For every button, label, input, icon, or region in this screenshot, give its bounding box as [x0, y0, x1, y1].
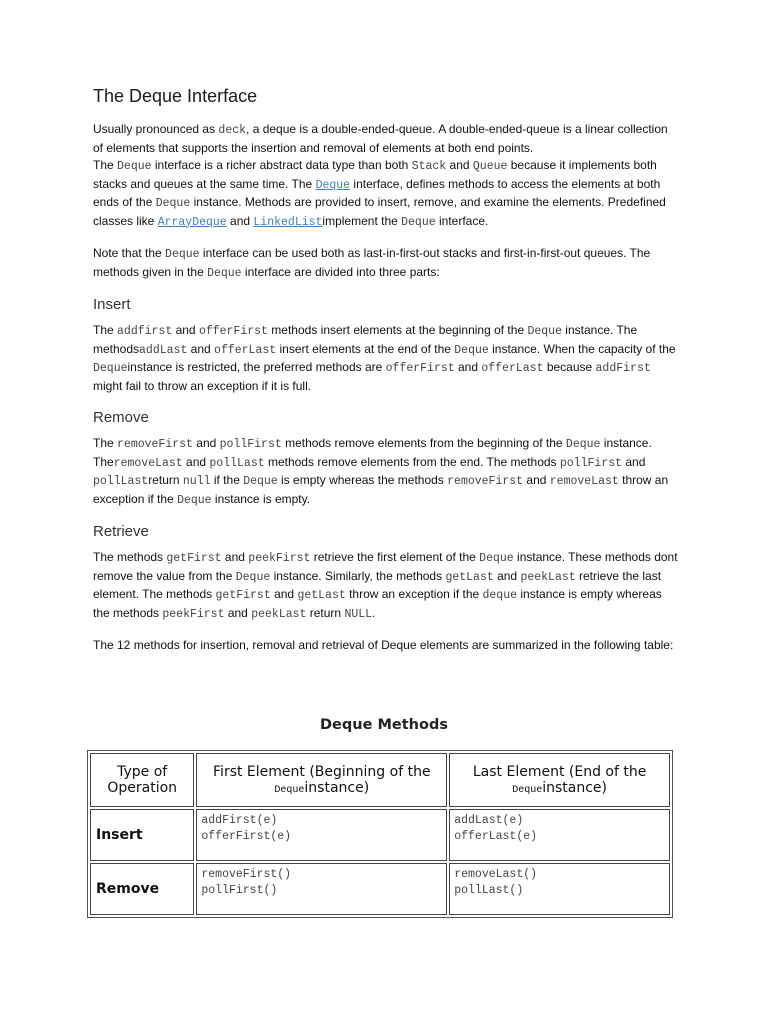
- text: .: [372, 605, 376, 620]
- code: Deque: [274, 785, 305, 796]
- text: throw an exception if the: [345, 587, 483, 601]
- text: instance): [542, 780, 607, 796]
- insert-heading: Insert: [93, 296, 131, 313]
- text: The: [93, 436, 118, 450]
- summary-paragraph: The 12 methods for insertion, removal and retrieval of Deque elements are summarized in the following table:: [93, 638, 674, 652]
- linkedlist-link[interactable]: LinkedList: [253, 215, 323, 229]
- text: and: [226, 213, 254, 228]
- method-addfirst: addFirst(e): [201, 814, 278, 827]
- code: pollLast: [93, 475, 149, 488]
- text: instance. Similarly, the methods: [270, 568, 446, 583]
- text: interface can be used both as last-in-first-out stacks and first-in-first-out queues. The methods given in the: [93, 246, 651, 279]
- remove-heading: Remove: [93, 409, 149, 426]
- arraydeque-link[interactable]: ArrayDeque: [157, 215, 227, 229]
- code: deque: [482, 589, 518, 602]
- code: Deque: [177, 493, 212, 507]
- deque-link[interactable]: Deque: [315, 178, 351, 192]
- code: Deque: [565, 438, 601, 451]
- text: interface, defines methods to access the elements at both ends of the: [93, 176, 661, 209]
- text: interface.: [435, 213, 489, 228]
- intro-paragraph-3: [93, 245, 678, 282]
- code: addLast: [139, 343, 188, 357]
- table-row: [90, 809, 670, 861]
- text: Usually pronounced as: [93, 122, 219, 136]
- table-row: [90, 863, 670, 915]
- text: retrieve the last element. The methods: [93, 568, 662, 601]
- text: retrieve the first element of the: [310, 550, 480, 564]
- method-addlast: addLast(e): [454, 814, 524, 827]
- code: Deque: [243, 475, 278, 488]
- code: removeLast: [113, 456, 183, 470]
- code: null: [182, 475, 211, 488]
- text: might fail to throw an exception if it is full.: [93, 378, 312, 393]
- text: instance): [304, 780, 370, 796]
- code: getLast: [445, 570, 494, 584]
- text: methods remove elements from the end. The methods: [264, 454, 560, 469]
- code: getFirst: [166, 552, 222, 565]
- code: getFirst: [215, 589, 271, 602]
- text: instance is empty whereas the methods: [93, 587, 662, 620]
- code: pollLast: [209, 456, 265, 470]
- text: and: [224, 605, 252, 620]
- header-type-of-operation: Type of Operation: [90, 753, 194, 807]
- header-first-element: [196, 753, 447, 807]
- code: Deque: [454, 343, 489, 357]
- cell-remove-first: [196, 863, 447, 915]
- code: offerLast: [214, 343, 277, 357]
- code: removeLast: [549, 475, 619, 488]
- retrieve-heading: Retrieve: [93, 523, 149, 540]
- retrieve-paragraph: [93, 549, 678, 623]
- text: The: [93, 323, 118, 337]
- code: Deque: [93, 362, 128, 375]
- text: and: [221, 550, 249, 564]
- code-deque: Deque: [155, 197, 191, 210]
- text: methods insert elements at the beginning of the: [267, 323, 528, 337]
- method-removelast: removeLast(): [454, 868, 538, 881]
- text: because: [543, 360, 596, 374]
- code: peekLast: [520, 570, 576, 584]
- text: instance is restricted, the preferred methods are: [127, 360, 386, 374]
- insert-paragraph: [93, 322, 678, 395]
- text: The: [93, 158, 118, 172]
- header-last-element: [449, 753, 670, 807]
- text: and: [454, 360, 482, 374]
- text: interface is a richer abstract data type than both: [151, 158, 412, 172]
- text: and: [192, 436, 220, 450]
- method-offerfirst: offerFirst(e): [201, 830, 292, 843]
- method-pollfirst: pollFirst(): [201, 884, 278, 897]
- code: Deque: [235, 570, 271, 584]
- code: pollFirst: [219, 438, 282, 451]
- code: removeFirst: [447, 475, 524, 488]
- text: throw an exception if the: [93, 473, 669, 506]
- text: and: [523, 473, 550, 487]
- code: offerFirst: [385, 362, 455, 375]
- page-title: The Deque Interface: [93, 86, 258, 106]
- text: and: [446, 158, 473, 172]
- text: instance. Methods are provided to insert, remove, and examine the elements. Predefined classes like: [93, 195, 666, 228]
- text: instance is empty.: [211, 491, 311, 506]
- table-caption: Deque Methods: [320, 717, 448, 733]
- text: instance. The: [93, 436, 652, 469]
- text: instance. These methods dont remove the value from the: [93, 550, 678, 583]
- remove-paragraph: [93, 435, 678, 509]
- code: peekFirst: [248, 552, 311, 565]
- method-removefirst: removeFirst(): [201, 868, 292, 881]
- code-deque: Deque: [401, 215, 436, 229]
- cell-remove-last: [449, 863, 670, 915]
- code: pollFirst: [559, 456, 623, 470]
- table-header-row: [90, 753, 670, 807]
- method-offerlast: offerLast(e): [454, 830, 538, 843]
- text: interface are divided into three parts:: [241, 264, 440, 279]
- text: is empty whereas the methods: [277, 473, 448, 487]
- text: and: [182, 454, 210, 469]
- article-body: [93, 86, 678, 665]
- code-deque: Deque: [117, 160, 152, 173]
- text: Note that the: [93, 246, 166, 260]
- text: and: [270, 587, 298, 601]
- code: offerLast: [481, 362, 544, 375]
- text: and: [187, 341, 215, 356]
- intro-paragraph-1: [93, 121, 678, 157]
- code-stack: Stack: [411, 160, 447, 173]
- code: Deque: [527, 325, 562, 338]
- code: getLast: [297, 589, 346, 602]
- text: if the: [210, 473, 244, 487]
- text: instance. The methods: [93, 323, 638, 356]
- text: First Element (Beginning of the: [213, 764, 431, 780]
- code: offerFirst: [198, 325, 268, 338]
- text: insert elements at the end of the: [276, 341, 455, 356]
- text: , a deque is a double-ended-queue. A double-ended-queue is a linear collection of elements that supports the insertion and removal of elements at both end points.: [93, 122, 668, 155]
- text: instance. When the capacity of the: [488, 341, 676, 356]
- text: The methods: [93, 550, 167, 564]
- code-deck: deck: [218, 124, 247, 137]
- code: removeFirst: [117, 438, 193, 451]
- code-deque: Deque: [207, 266, 242, 280]
- row-header-insert: Insert: [90, 809, 194, 861]
- text: Last Element (End of the: [472, 764, 647, 780]
- text: because it implements both stacks and queues at the same time. The: [93, 158, 657, 191]
- method-polllast: pollLast(): [454, 884, 524, 897]
- text: and: [172, 323, 199, 337]
- text: return: [148, 473, 183, 487]
- cell-insert-first: [196, 809, 447, 861]
- code-queue: Queue: [472, 160, 508, 173]
- code: addfirst: [117, 325, 173, 338]
- code-deque: Deque: [165, 248, 200, 261]
- deque-methods-table: [87, 750, 673, 918]
- text: and: [622, 454, 646, 469]
- code: peekLast: [251, 607, 307, 621]
- code: Deque: [512, 785, 543, 796]
- code: peekFirst: [162, 607, 225, 621]
- intro-paragraph-2: [93, 157, 678, 231]
- text: implement the: [322, 213, 402, 228]
- code: addFirst: [595, 362, 651, 375]
- code: NULL: [344, 607, 373, 621]
- cell-insert-last: [449, 809, 670, 861]
- code: Deque: [479, 552, 514, 565]
- text: return: [306, 605, 345, 620]
- row-header-remove: Remove: [90, 863, 194, 915]
- text: and: [493, 568, 521, 583]
- text: methods remove elements from the beginning of the: [281, 436, 566, 450]
